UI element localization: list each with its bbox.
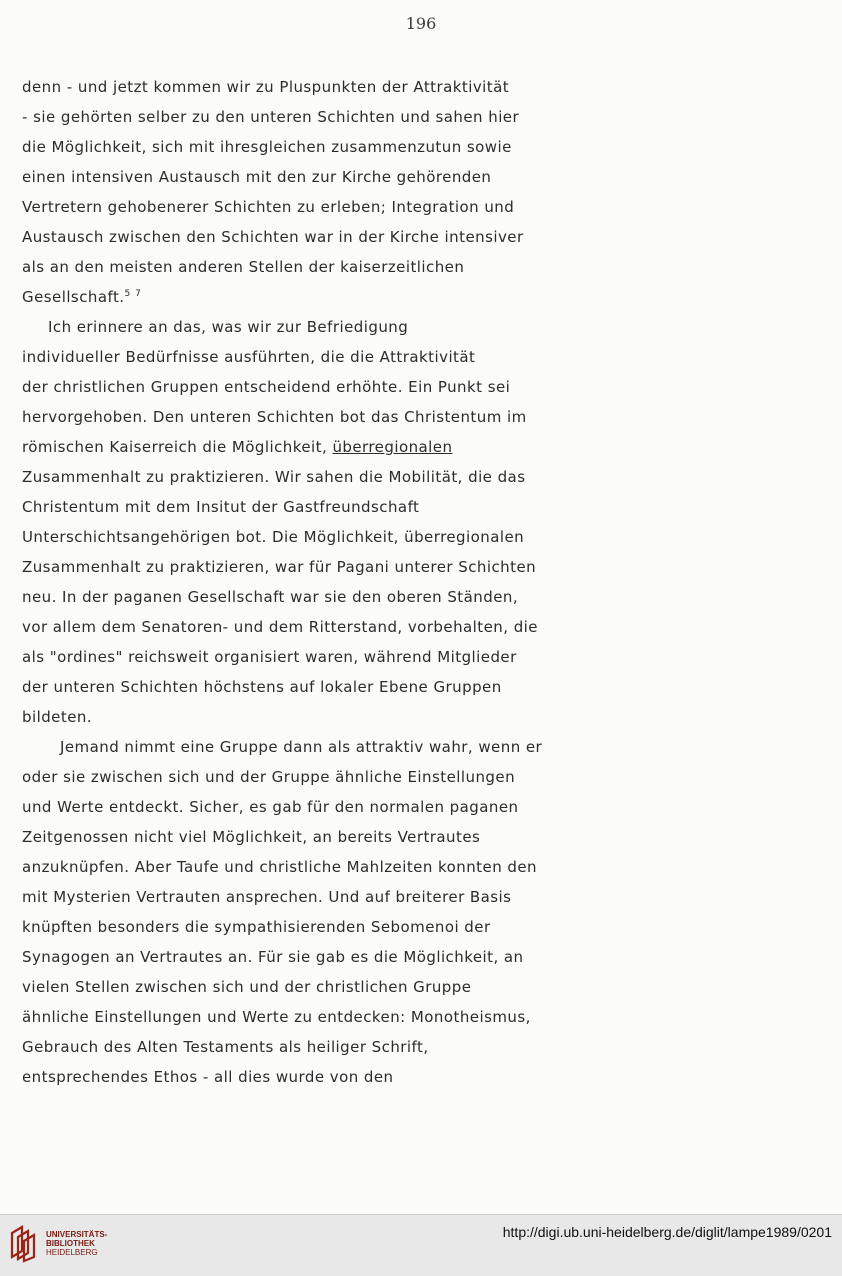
text-line [22, 1062, 582, 1092]
text-line-content: Vertretern gehobenerer Schichten zu erleben; Integration und [22, 198, 515, 216]
text-line-content: entsprechendes Ethos - all dies wurde von den [22, 1068, 394, 1086]
logo-line-university: UNIVERSITÄTS- [46, 1229, 108, 1239]
text-line [22, 192, 582, 222]
text-line-content: oder sie zwischen sich und der Gruppe ähnliche Einstellungen [22, 768, 516, 786]
library-logo-text [46, 1230, 107, 1257]
text-line [22, 1002, 582, 1032]
footnote-reference: 5 7 [124, 289, 142, 299]
text-line [22, 972, 582, 1002]
text-line-content: denn - und jetzt kommen wir zu Pluspunkten der Attraktivität [22, 78, 510, 96]
text-line [22, 912, 582, 942]
text-line [22, 942, 582, 972]
text-line [22, 762, 582, 792]
page-number: 196 [405, 14, 437, 33]
text-line [22, 822, 582, 852]
logo-line-library: BIBLIOTHEK [46, 1238, 95, 1248]
text-line [22, 102, 582, 132]
logo-line-city: HEIDELBERG [46, 1247, 98, 1257]
text-line [22, 312, 582, 342]
text-line-content: einen intensiven Austausch mit den zur Kirche gehörenden [22, 168, 492, 186]
text-line [22, 882, 582, 912]
text-line [22, 162, 582, 192]
footer-bar [0, 1214, 842, 1276]
text-line [22, 372, 582, 402]
text-line-content: Gebrauch des Alten Testaments als heiliger Schrift, [22, 1038, 429, 1056]
text-line [22, 432, 582, 462]
text-line-content: Synagogen an Vertrautes an. Für sie gab es die Möglichkeit, an [22, 948, 524, 966]
text-line [22, 222, 582, 252]
text-line [22, 402, 582, 432]
text-line [22, 612, 582, 642]
text-line-content: der unteren Schichten höchstens auf lokaler Ebene Gruppen [22, 678, 502, 696]
text-line-content: individueller Bedürfnisse ausführten, die die Attraktivität [22, 348, 476, 366]
text-line-content: knüpften besonders die sympathisierenden Sebomenoi der [22, 918, 491, 936]
text-line-content: neu. In der paganen Gesellschaft war sie den oberen Ständen, [22, 588, 519, 606]
text-line [22, 282, 582, 312]
library-logo-icon [8, 1223, 42, 1263]
text-line-content: Ich erinnere an das, was wir zur Befriedigung [48, 318, 409, 336]
source-url-link[interactable]: http://digi.ub.uni-heidelberg.de/diglit/lampe1989/0201 [502, 1224, 832, 1240]
text-line-content: und Werte entdeckt. Sicher, es gab für den normalen paganen [22, 798, 519, 816]
text-line [22, 672, 582, 702]
text-line-content: Unterschichtsangehörigen bot. Die Möglichkeit, überregionalen [22, 528, 525, 546]
text-line-content: ähnliche Einstellungen und Werte zu entdecken: Monotheismus, [22, 1008, 531, 1026]
text-line-content: - sie gehörten selber zu den unteren Schichten und sahen hier [22, 108, 520, 126]
text-line-content: anzuknüpfen. Aber Taufe und christliche Mahlzeiten konnten den [22, 858, 537, 876]
text-line [22, 492, 582, 522]
text-line [22, 792, 582, 822]
text-line-content: der christlichen Gruppen entscheidend erhöhte. Ein Punkt sei [22, 378, 511, 396]
text-line-content: Christentum mit dem Insitut der Gastfreundschaft [22, 498, 420, 516]
text-line-content: als "ordines" reichsweit organisiert waren, während Mitglieder [22, 648, 517, 666]
text-line [22, 732, 582, 762]
text-line-content: Gesellschaft. [22, 288, 125, 306]
text-line [22, 252, 582, 282]
text-line [22, 642, 582, 672]
text-line [22, 852, 582, 882]
text-line [22, 702, 582, 732]
library-logo[interactable] [8, 1223, 107, 1263]
text-line-content: vor allem dem Senatoren- und dem Ritterstand, vorbehalten, die [22, 618, 538, 636]
text-line [22, 132, 582, 162]
text-line [22, 522, 582, 552]
text-line [22, 72, 582, 102]
text-line [22, 552, 582, 582]
text-line-content: als an den meisten anderen Stellen der kaiserzeitlichen [22, 258, 465, 276]
text-line-content: Jemand nimmt eine Gruppe dann als attraktiv wahr, wenn er [60, 738, 543, 756]
text-line-content: Zeitgenossen nicht viel Möglichkeit, an bereits Vertrautes [22, 828, 481, 846]
text-line [22, 582, 582, 612]
text-line [22, 342, 582, 372]
text-line-content: die Möglichkeit, sich mit ihresgleichen zusammenzutun sowie [22, 138, 512, 156]
text-line-content: Austausch zwischen den Schichten war in der Kirche intensiver [22, 228, 524, 246]
text-line-content: Zusammenhalt zu praktizieren, war für Pagani unterer Schichten [22, 558, 537, 576]
text-line-content: hervorgehoben. Den unteren Schichten bot das Christentum im [22, 408, 527, 426]
body-text [22, 72, 582, 1092]
text-line-content: Zusammenhalt zu praktizieren. Wir sahen die Mobilität, die das [22, 468, 526, 486]
text-line-content: mit Mysterien Vertrauten ansprechen. Und auf breiterer Basis [22, 888, 512, 906]
text-line-content: bildeten. [22, 708, 93, 726]
underlined-word: überregionalen [332, 438, 453, 456]
text-line-content: römischen Kaiserreich die Möglichkeit, [22, 438, 333, 456]
text-line-content: vielen Stellen zwischen sich und der christlichen Gruppe [22, 978, 472, 996]
text-line [22, 1032, 582, 1062]
text-line [22, 462, 582, 492]
